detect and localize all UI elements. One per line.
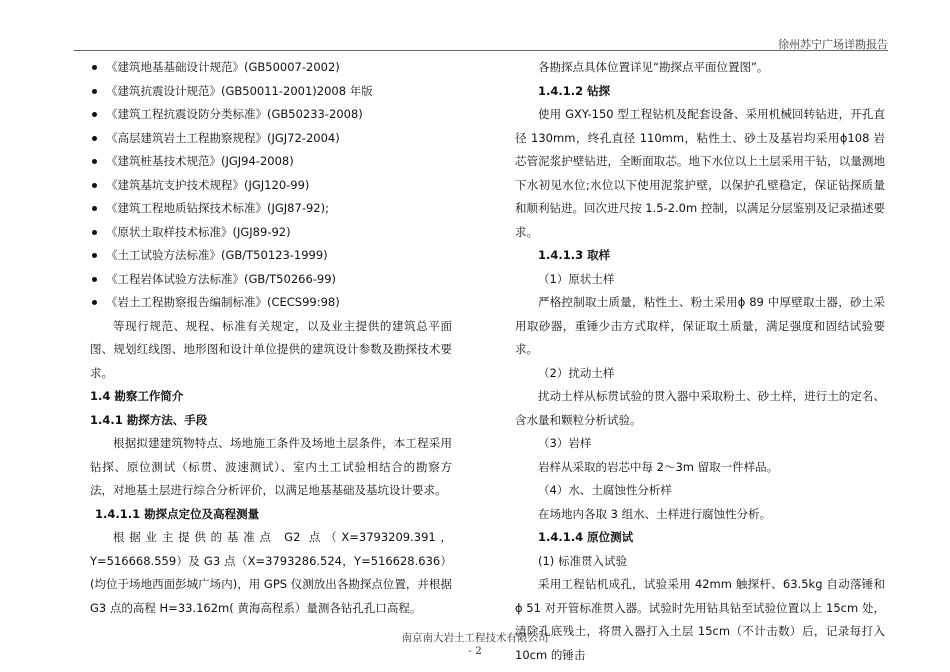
paragraph: 岩样从采取的岩芯中每 2～3m 留取一件样品。: [538, 459, 779, 474]
right-column: [515, 56, 885, 667]
list-item: 《建筑地基基础设计规范》(GB50007-2002): [90, 56, 452, 80]
list-item: 《岩土工程勘察报告编制标准》(CECS99:98): [90, 291, 452, 315]
paragraph: 在场地内各取 3 组水、土样进行腐蚀性分析。: [538, 506, 772, 521]
list-item: （2）扰动土样: [538, 365, 615, 380]
subsection-heading: 1.4.1.3 取样: [538, 248, 611, 262]
subsection-heading: 1.4.1.4 原位测试: [538, 530, 634, 544]
paragraph: 严格控制取土质量，粘性土、粉土采用ϕ 89 中厚壁取土器，砂土采用取砂器，重锤少击方式取样，保证取土质量，满足强度和固结试验要求。: [515, 295, 885, 356]
header-title: 徐州苏宁广场详勘报告: [778, 38, 888, 51]
paragraph-drilling: 使用 GXY-150 型工程钻机及配套设备、采用机械回转钻进，开孔直径 130mm，终孔直径 110mm，粘性土、砂土及基岩均采用ϕ108 岩芯管泥浆护壁钻进，全断面取芯。地下水位以上土层采用干钻，以量测地下水初见水位;水位以下使用泥浆护壁，以保护孔壁稳定，保证钻探质量和顺利钻进。回次进尺按 1.5-2.0m 控制，以满足分层鉴别及记录描述要求。: [515, 107, 885, 239]
subsection-heading: 1.4.1.2 钻探: [538, 83, 611, 98]
list-item: 《建筑工程抗震设防分类标准》(GB50233-2008): [90, 103, 452, 127]
standards-list: [90, 56, 452, 315]
paragraph: 扰动土样从标贯试验的贯入器中采取粉土、砂土样，进行土的定名、含水量和颗粒分析试验。: [515, 389, 885, 427]
list-item: （4）水、土腐蚀性分析样: [538, 483, 672, 497]
paragraph-location: 各勘探点具体位置详见“勘探点平面位置图”。: [538, 60, 769, 74]
left-column: [90, 56, 452, 620]
subsection-heading: 1.4.1.1 勘探点定位及高程测量: [95, 506, 260, 521]
list-item: 《高层建筑岩土工程勘察规程》(JGJ72-2004): [90, 127, 452, 151]
paragraph: 采用工程钻机成孔，试验采用 42mm 触探杆、63.5kg 自动落锤和ϕ 51 对开管标准贯入器。试验时先用钻具钻至试验位置以上 15cm 处，清除孔底残土，将贯入器打入土层 15cm（不计击数）后，记录每打入 10cm 的锤击: [515, 577, 885, 662]
list-item: 《土工试验方法标准》(GB/T50123-1999): [90, 244, 452, 268]
footer-company: 南京南大岩土工程技术有限公司: [401, 632, 549, 644]
list-item: 《建筑工程地质钻探技术标准》(JGJ87-92);: [90, 197, 452, 221]
paragraph-locate: 根据业主提供的基准点 G2 点（X=3793209.391，Y=516668.559）及 G3 点（X=3793286.524，Y=516628.636）(均位于场地西面彭城广场内)，用 GPS 仪测放出各勘探点位置，并根据 G3 点的高程 H=33.162m( 黄海高程系）量测各钻孔孔口高程。: [90, 530, 452, 615]
section-heading: 1.4 勘察工作简介: [90, 389, 184, 403]
list-item: (1) 标准贯入试验: [538, 553, 627, 568]
paragraph-standards: 等现行规范、规程、标准有关规定，以及业主提供的建筑总平面图、规划红线图、地形图和设计单位提供的建筑设计参数及勘探技术要求。: [90, 318, 452, 380]
subsection-heading: 1.4.1 勘探方法、手段: [90, 412, 208, 427]
list-item: 《建筑桩基技术规范》(JGJ94-2008): [90, 150, 452, 174]
header-rule: [74, 50, 888, 51]
list-item: 《建筑抗震设计规范》(GB50011-2001)2008 年版: [90, 80, 452, 104]
list-item: （1）原状土样: [538, 271, 615, 286]
list-item: 《工程岩体试验方法标准》(GB/T50266-99): [90, 268, 452, 292]
paragraph-method: 根据拟建建筑物特点、场地施工条件及场地土层条件，本工程采用钻探、原位测试（标贯、波速测试）、室内土工试验相结合的勘察方法，对地基土层进行综合分析评价，以满足地基基础及基坑设计要求。: [90, 436, 452, 497]
page-number: - 2: [468, 645, 482, 657]
list-item: （3）岩样: [538, 436, 592, 450]
list-item: 《原状土取样技术标准》(JGJ89-92): [90, 221, 452, 245]
list-item: 《建筑基坑支护技术规程》(JGJ120-99): [90, 174, 452, 198]
